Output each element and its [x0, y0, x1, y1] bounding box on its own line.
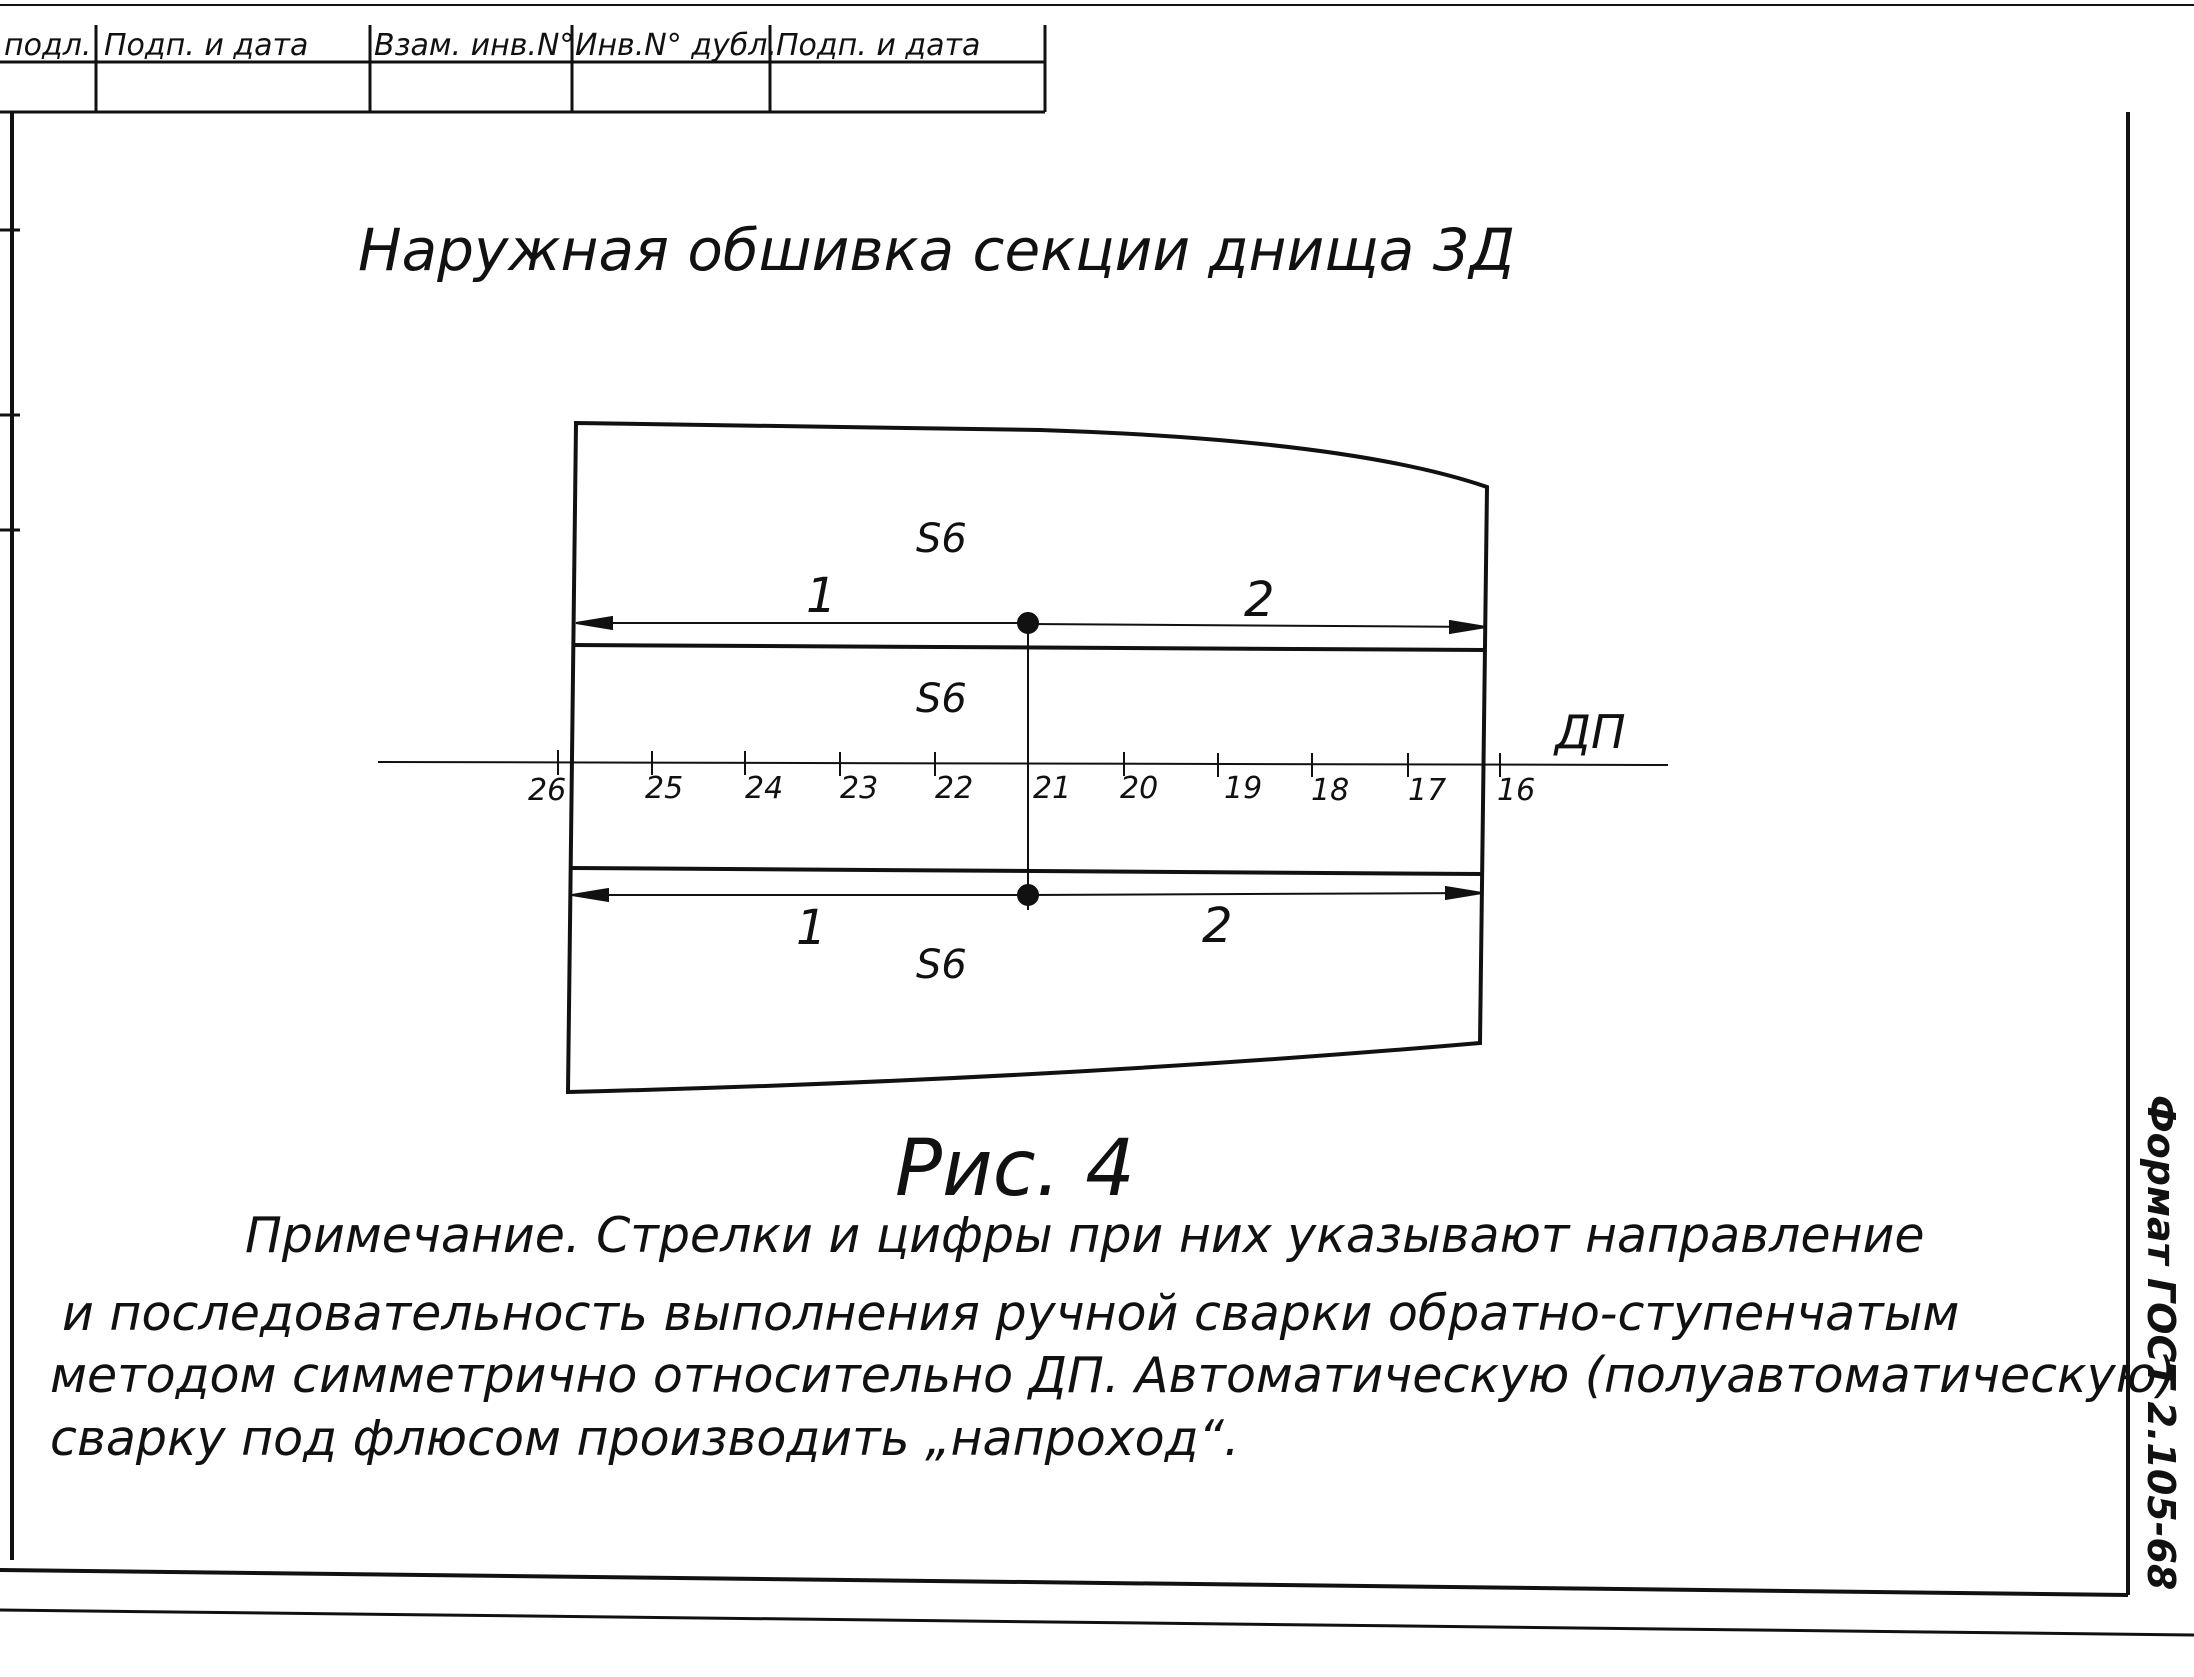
frame-number: 26	[528, 773, 567, 808]
stamp-cell-label: Инв.N° дубл.	[575, 28, 777, 63]
note-line: и последовательность выполнения ручной сварки обратно-ступенчатым	[62, 1285, 1960, 1342]
note-line: Примечание. Стрелки и цифры при них указывают направление	[245, 1207, 1925, 1264]
weld-sequence-number: 2	[1202, 898, 1233, 954]
weld-direction-arrow-lower-right	[1030, 893, 1480, 895]
weld-sequence-number: 1	[796, 900, 827, 956]
weld-start-point-upper	[1018, 613, 1038, 633]
frame-number: 18	[1311, 773, 1350, 808]
stamp-cell-label: Подп. и дата	[104, 28, 309, 63]
frame-number: 17	[1408, 773, 1447, 808]
plate-thickness-label: S6	[916, 942, 967, 988]
arrowhead	[1446, 887, 1482, 899]
centerline-label: ДП	[1555, 705, 1626, 759]
frame-number: 20	[1120, 771, 1159, 806]
page-edge-line	[0, 1610, 2194, 1635]
seam-line-lower	[571, 868, 1482, 874]
note-line: сварку под флюсом производить „напроход“.	[50, 1410, 1240, 1467]
plate-thickness-label: S6	[916, 516, 967, 562]
frame-number: 22	[935, 771, 974, 806]
section-diagram	[378, 423, 1668, 1092]
plate-thickness-label: S6	[916, 676, 967, 722]
frame-number: 23	[840, 771, 879, 806]
sheet-format-label: Формат ГОСТ 2.105-68	[2139, 1095, 2183, 1591]
stamp-cell-label: Взам. инв.N°	[374, 28, 575, 63]
note-line: методом симметрично относительно ДП. Автоматическую (полуавтоматическую)	[50, 1347, 2177, 1404]
weld-sequence-number: 1	[806, 568, 837, 624]
arrowhead	[572, 889, 608, 901]
stamp-cell-label: Подп. и дата	[776, 28, 981, 63]
weld-start-point-lower	[1018, 885, 1038, 905]
stamp-cell-label: подл.	[4, 28, 92, 63]
weld-sequence-number: 2	[1244, 572, 1275, 628]
frame-number: 21	[1033, 771, 1072, 806]
frame-number: 25	[645, 771, 684, 806]
arrowhead	[576, 617, 612, 629]
drawing-title: Наружная обшивка секции днища 3Д	[358, 216, 1515, 284]
frame-number: 24	[745, 771, 784, 806]
frame-bottom-border	[0, 1570, 2128, 1595]
arrowhead	[1450, 621, 1486, 633]
figure-caption: Рис. 4	[895, 1124, 1135, 1214]
frame-number: 16	[1497, 773, 1536, 808]
frame-number: 19	[1224, 771, 1263, 806]
